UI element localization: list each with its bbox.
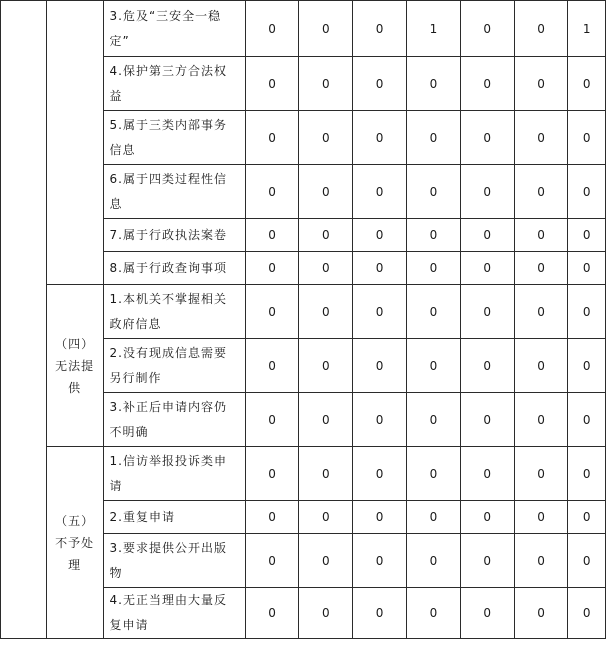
- row-value: 0: [568, 393, 606, 447]
- row-value: 0: [460, 534, 514, 588]
- row-value: 0: [299, 219, 353, 252]
- row-value: 0: [299, 588, 353, 639]
- row-value: 0: [353, 111, 407, 165]
- row-value: 0: [299, 339, 353, 393]
- row-value: 0: [568, 501, 606, 534]
- row-value: 0: [460, 285, 514, 339]
- row-value: 0: [460, 57, 514, 111]
- row-label: 1.信访举报投诉类申请: [103, 447, 245, 501]
- row-value: 0: [299, 111, 353, 165]
- row-value: 0: [568, 285, 606, 339]
- row-value: 0: [353, 252, 407, 285]
- row-value: 0: [245, 393, 299, 447]
- row-value: 0: [299, 501, 353, 534]
- row-value: 0: [514, 339, 568, 393]
- group-cell-cannot-provide: （四）无法提供: [46, 285, 103, 447]
- row-label: 8.属于行政查询事项: [103, 252, 245, 285]
- row-value: 0: [460, 111, 514, 165]
- row-value: 0: [514, 219, 568, 252]
- row-value: 0: [568, 165, 606, 219]
- row-value: 0: [407, 285, 461, 339]
- row-value: 0: [568, 57, 606, 111]
- row-value: 0: [299, 285, 353, 339]
- row-value: 0: [407, 57, 461, 111]
- row-value: 0: [299, 1, 353, 57]
- row-value: 0: [299, 393, 353, 447]
- row-label: 5.属于三类内部事务信息: [103, 111, 245, 165]
- row-value: 0: [353, 501, 407, 534]
- group-cell-not-processed: （五）不予处理: [46, 447, 103, 639]
- row-value: 0: [514, 252, 568, 285]
- row-value: 0: [407, 339, 461, 393]
- table-row: [1, 1, 606, 57]
- row-label: 4.无正当理由大量反复申请: [103, 588, 245, 639]
- row-label: 7.属于行政执法案卷: [103, 219, 245, 252]
- row-value: 0: [514, 111, 568, 165]
- row-value: 0: [245, 1, 299, 57]
- row-value: 0: [407, 501, 461, 534]
- row-label: 2.没有现成信息需要另行制作: [103, 339, 245, 393]
- row-value: 0: [353, 339, 407, 393]
- row-value: 0: [245, 252, 299, 285]
- row-value: 0: [568, 219, 606, 252]
- row-value: 0: [353, 393, 407, 447]
- row-value: 0: [568, 252, 606, 285]
- row-value: 0: [353, 57, 407, 111]
- row-value: 0: [407, 219, 461, 252]
- row-value: 0: [460, 1, 514, 57]
- row-value: 1: [407, 1, 461, 57]
- row-value: 0: [514, 1, 568, 57]
- row-value: 0: [299, 534, 353, 588]
- row-label: 3.危及“三安全一稳定”: [103, 1, 245, 57]
- row-value: 0: [407, 588, 461, 639]
- outer-category-cell: [1, 1, 47, 639]
- table-row: [1, 447, 606, 501]
- row-value: 0: [353, 447, 407, 501]
- row-value: 0: [514, 57, 568, 111]
- row-value: 0: [514, 165, 568, 219]
- row-value: 0: [353, 219, 407, 252]
- row-value: 0: [407, 252, 461, 285]
- row-value: 0: [299, 447, 353, 501]
- row-value: 0: [460, 219, 514, 252]
- row-label: 3.要求提供公开出版物: [103, 534, 245, 588]
- row-value: 0: [407, 447, 461, 501]
- row-value: 0: [460, 588, 514, 639]
- table-row: [1, 285, 606, 339]
- row-label: 2.重复申请: [103, 501, 245, 534]
- row-value: 0: [353, 1, 407, 57]
- row-value: 0: [353, 588, 407, 639]
- row-value: 0: [407, 111, 461, 165]
- row-value: 0: [460, 165, 514, 219]
- row-value: 0: [353, 165, 407, 219]
- row-value: 0: [245, 111, 299, 165]
- row-value: 0: [514, 588, 568, 639]
- row-value: 0: [460, 393, 514, 447]
- row-value: 0: [245, 219, 299, 252]
- row-value: 0: [299, 57, 353, 111]
- row-value: 0: [245, 285, 299, 339]
- row-value: 0: [568, 339, 606, 393]
- row-value: 0: [407, 165, 461, 219]
- row-value: 0: [245, 165, 299, 219]
- row-value: 0: [514, 285, 568, 339]
- row-value: 0: [568, 534, 606, 588]
- row-value: 0: [568, 588, 606, 639]
- row-value: 0: [245, 447, 299, 501]
- row-value: 0: [514, 501, 568, 534]
- row-value: 0: [407, 393, 461, 447]
- row-value: 0: [460, 339, 514, 393]
- row-value: 0: [299, 252, 353, 285]
- row-value: 0: [245, 501, 299, 534]
- row-label: 4.保护第三方合法权益: [103, 57, 245, 111]
- row-value: 0: [514, 447, 568, 501]
- row-value: 0: [353, 285, 407, 339]
- group-cell-continued: [46, 1, 103, 285]
- row-value: 0: [460, 252, 514, 285]
- row-value: 0: [407, 534, 461, 588]
- row-value: 0: [245, 588, 299, 639]
- row-label: 3.补正后申请内容仍不明确: [103, 393, 245, 447]
- row-value: 0: [460, 447, 514, 501]
- row-label: 6.属于四类过程性信息: [103, 165, 245, 219]
- row-value: 1: [568, 1, 606, 57]
- row-value: 0: [299, 165, 353, 219]
- row-value: 0: [245, 57, 299, 111]
- row-value: 0: [245, 534, 299, 588]
- row-value: 0: [568, 111, 606, 165]
- row-value: 0: [460, 501, 514, 534]
- row-value: 0: [353, 534, 407, 588]
- row-value: 0: [514, 393, 568, 447]
- row-value: 0: [245, 339, 299, 393]
- row-label: 1.本机关不掌握相关政府信息: [103, 285, 245, 339]
- row-value: 0: [568, 447, 606, 501]
- row-value: 0: [514, 534, 568, 588]
